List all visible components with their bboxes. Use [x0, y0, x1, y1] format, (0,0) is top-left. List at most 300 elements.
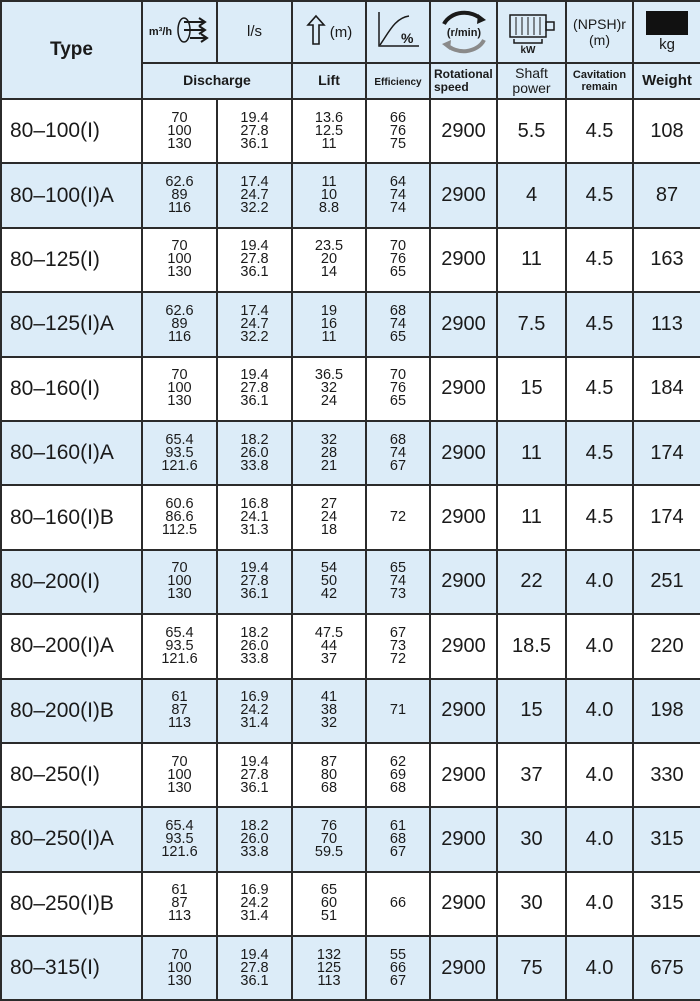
discharge-m3h-cell — [142, 743, 217, 807]
efficiency-cell-value: 73 — [389, 637, 407, 654]
discharge-m3h-cell-value: 93.5 — [165, 444, 194, 461]
type-cell: 80–250(I) — [1, 743, 142, 807]
lift-cell-value: 132 — [316, 946, 342, 963]
discharge-m3h-cell-value: 121.6 — [161, 457, 198, 474]
efficiency-cell-value: 67 — [389, 972, 407, 989]
speed-cell: 2900 — [430, 228, 497, 292]
power-cell: 18.5 — [497, 614, 566, 678]
power-unit-header — [497, 1, 566, 63]
discharge-ls-cell-value: 24.7 — [240, 187, 269, 204]
lift-cell-value: 65 — [320, 882, 338, 899]
lift-cell-value: 76 — [320, 817, 338, 834]
power-cell: 75 — [497, 936, 566, 1000]
lift-cell-value: 60 — [320, 895, 338, 912]
cavitation-label: Cavitation remain — [566, 63, 633, 99]
efficiency-cell-value: 72 — [389, 509, 407, 526]
weight-cell: 113 — [633, 292, 700, 356]
discharge-ls-cell — [217, 614, 292, 678]
discharge-m3h-cell-value: 70 — [171, 367, 188, 384]
speed-unit-header — [430, 1, 497, 63]
discharge-m3h-cell — [142, 421, 217, 485]
npsh-cell: 4.0 — [566, 807, 633, 871]
npsh-cell: 4.0 — [566, 872, 633, 936]
weight-cell: 87 — [633, 163, 700, 227]
discharge-m3h-cell-value: 89 — [171, 315, 188, 332]
discharge-ls-cell-value: 27.8 — [240, 380, 269, 397]
npsh-cell: 4.5 — [566, 99, 633, 163]
weight-cell: 675 — [633, 936, 700, 1000]
weight-cell: 174 — [633, 421, 700, 485]
weight-unit-header: kg — [633, 1, 700, 63]
lift-cell-value: 113 — [317, 972, 341, 989]
lift-cell-value: 23.5 — [314, 238, 344, 255]
weight-cell: 315 — [633, 872, 700, 936]
power-cell: 15 — [497, 357, 566, 421]
efficiency-cell-value: 70 — [389, 238, 407, 255]
lift-cell — [292, 357, 366, 421]
motor-icon — [506, 9, 558, 55]
discharge-m3h-cell-value: 130 — [167, 393, 192, 410]
lift-cell-value: 11 — [321, 328, 337, 345]
efficiency-cell-value: 76 — [389, 122, 407, 139]
efficiency-cell — [366, 872, 430, 936]
discharge-ls-cell-value: 31.4 — [240, 908, 269, 925]
discharge-ls-cell-value: 17.4 — [240, 174, 269, 191]
discharge-m3h-cell — [142, 485, 217, 549]
lift-cell-value: 18 — [320, 522, 338, 539]
speed-cell: 2900 — [430, 679, 497, 743]
table-row — [1, 614, 700, 678]
speed-cell: 2900 — [430, 99, 497, 163]
npsh-cell: 4.5 — [566, 421, 633, 485]
lift-cell-value: 38 — [320, 702, 338, 719]
m3h-unit: m³/h — [148, 26, 173, 38]
discharge-m3h-cell-value: 70 — [171, 946, 188, 963]
lift-cell-value: 68 — [320, 779, 338, 796]
discharge-ls-cell-value: 36.1 — [240, 264, 269, 281]
discharge-m3h-cell-value: 130 — [167, 972, 192, 989]
discharge-m3h-cell-value: 130 — [167, 264, 192, 281]
discharge-m3h-cell-value: 130 — [167, 135, 192, 152]
discharge-ls-cell — [217, 807, 292, 871]
lift-cell-value: 32 — [320, 431, 338, 448]
discharge-ls-cell-value: 19.4 — [240, 238, 269, 255]
lift-cell-value: 36.5 — [314, 367, 344, 384]
efficiency-cell — [366, 357, 430, 421]
efficiency-cell-value: 73 — [389, 586, 407, 603]
discharge-ls-cell-value: 32.2 — [240, 200, 269, 217]
efficiency-cell — [366, 807, 430, 871]
npsh-cell: 4.0 — [566, 679, 633, 743]
power-cell: 30 — [497, 872, 566, 936]
lift-cell-value: 51 — [320, 908, 338, 925]
efficiency-cell-value: 61 — [389, 817, 407, 834]
lift-cell — [292, 679, 366, 743]
efficiency-cell-value: 55 — [389, 946, 407, 963]
type-cell: 80–125(I)A — [1, 292, 142, 356]
discharge-ls-cell-value: 31.4 — [240, 715, 269, 732]
lift-cell-value: 27 — [320, 496, 338, 513]
discharge-m3h-cell-value: 62.6 — [165, 302, 194, 319]
efficiency-cell — [366, 679, 430, 743]
lift-cell-value: 11 — [321, 135, 337, 152]
discharge-m3h-cell — [142, 614, 217, 678]
lift-cell — [292, 872, 366, 936]
discharge-m3h-cell — [142, 163, 217, 227]
discharge-m3h-cell-value: 89 — [171, 187, 188, 204]
efficiency-cell-value: 76 — [389, 251, 407, 268]
discharge-m3h-cell-value: 112.5 — [161, 522, 198, 539]
efficiency-cell-value: 62 — [389, 753, 407, 770]
discharge-ls-cell-value: 24.2 — [240, 702, 269, 719]
speed-label: Rotational speed — [430, 63, 497, 99]
discharge-m3h-cell-value: 86.6 — [165, 509, 194, 526]
discharge-m3h-cell-value: 121.6 — [161, 650, 198, 667]
lift-cell-value: 11 — [321, 174, 337, 191]
discharge-label: Discharge — [142, 63, 292, 99]
lift-cell — [292, 614, 366, 678]
speed-cell: 2900 — [430, 807, 497, 871]
power-cell: 37 — [497, 743, 566, 807]
weight-cell: 198 — [633, 679, 700, 743]
discharge-m3h-cell — [142, 99, 217, 163]
up-arrow-icon — [306, 14, 326, 51]
power-label: Shaft power — [497, 63, 566, 99]
speed-cell: 2900 — [430, 292, 497, 356]
discharge-m3h-cell-value: 100 — [167, 573, 192, 590]
discharge-m3h-cell-value: 70 — [171, 560, 188, 577]
efficiency-cell-value: 65 — [389, 393, 407, 410]
efficiency-cell-value: 66 — [389, 895, 407, 912]
efficiency-curve-icon — [375, 10, 421, 55]
discharge-ls-cell-value: 27.8 — [240, 766, 269, 783]
lift-cell-value: 37 — [320, 650, 338, 667]
discharge-ls-header: l/s — [217, 1, 292, 63]
discharge-ls-cell-value: 16.8 — [240, 496, 269, 513]
efficiency-cell-value: 66 — [389, 109, 407, 126]
table-row — [1, 743, 700, 807]
discharge-m3h-cell-value: 100 — [167, 251, 192, 268]
table-row — [1, 99, 700, 163]
discharge-ls-cell-value: 24.7 — [240, 315, 269, 332]
lift-cell-value: 50 — [320, 573, 338, 590]
discharge-m3h-cell-value: 113 — [167, 715, 192, 732]
discharge-m3h-cell-value: 65.4 — [165, 624, 194, 641]
discharge-m3h-cell — [142, 807, 217, 871]
efficiency-label: Efficiency — [366, 63, 430, 99]
lift-cell — [292, 163, 366, 227]
efficiency-cell — [366, 936, 430, 1000]
discharge-m3h-cell-value: 100 — [167, 122, 192, 139]
discharge-ls-cell-value: 31.3 — [240, 522, 269, 539]
power-cell: 5.5 — [497, 99, 566, 163]
efficiency-cell-value: 70 — [389, 367, 407, 384]
power-cell: 11 — [497, 485, 566, 549]
lift-cell-value: 80 — [320, 766, 338, 783]
discharge-ls-cell — [217, 357, 292, 421]
efficiency-cell-value: 76 — [389, 380, 407, 397]
discharge-ls-cell — [217, 679, 292, 743]
npsh-cell: 4.5 — [566, 163, 633, 227]
weight-cell: 220 — [633, 614, 700, 678]
discharge-m3h-cell-value: 116 — [167, 328, 192, 345]
discharge-m3h-cell — [142, 357, 217, 421]
svg-text:%: % — [401, 29, 414, 46]
discharge-ls-cell-value: 18.2 — [240, 431, 269, 448]
weight-cell: 251 — [633, 550, 700, 614]
discharge-m3h-header — [142, 1, 217, 63]
table-row — [1, 807, 700, 871]
efficiency-cell-value: 72 — [389, 650, 407, 667]
discharge-ls-cell-value: 36.1 — [240, 779, 269, 796]
lift-cell-value: 24 — [320, 509, 338, 526]
type-cell: 80–250(I)A — [1, 807, 142, 871]
discharge-ls-cell — [217, 292, 292, 356]
speed-cell: 2900 — [430, 550, 497, 614]
discharge-m3h-cell-value: 100 — [167, 380, 192, 397]
weight-label: Weight — [633, 63, 700, 99]
discharge-ls-cell-value: 18.2 — [240, 817, 269, 834]
table-row — [1, 679, 700, 743]
speed-cell: 2900 — [430, 743, 497, 807]
lift-cell-value: 47.5 — [314, 624, 344, 641]
table-row — [1, 485, 700, 549]
discharge-ls-cell-value: 26.0 — [240, 637, 269, 654]
efficiency-cell-value: 74 — [389, 187, 407, 204]
discharge-ls-cell-value: 27.8 — [240, 251, 269, 268]
npsh-cell: 4.5 — [566, 228, 633, 292]
discharge-ls-cell-value: 36.1 — [240, 393, 269, 410]
type-cell: 80–100(I)A — [1, 163, 142, 227]
discharge-m3h-cell-value: 100 — [167, 766, 192, 783]
discharge-m3h-cell — [142, 679, 217, 743]
discharge-ls-cell-value: 19.4 — [240, 367, 269, 384]
efficiency-cell-value: 65 — [389, 560, 407, 577]
discharge-ls-cell-value: 27.8 — [240, 959, 269, 976]
discharge-m3h-cell-value: 130 — [167, 779, 192, 796]
type-cell: 80–315(I) — [1, 936, 142, 1000]
lift-cell-value: 54 — [320, 560, 338, 577]
lift-cell-value: 42 — [320, 586, 338, 603]
npsh-unit-header: (NPSH)r (m) — [566, 1, 633, 63]
svg-text:(r/min): (r/min) — [446, 27, 481, 39]
efficiency-cell-value: 68 — [389, 830, 407, 847]
discharge-m3h-cell-value: 61 — [171, 882, 188, 899]
type-header: Type — [1, 1, 142, 99]
speed-cell: 2900 — [430, 872, 497, 936]
weight-cell: 163 — [633, 228, 700, 292]
discharge-ls-cell — [217, 163, 292, 227]
rotation-icon — [434, 10, 494, 54]
efficiency-cell-value: 68 — [389, 779, 407, 796]
efficiency-cell-value: 68 — [389, 431, 407, 448]
lift-cell-value: 12.5 — [314, 122, 344, 139]
discharge-m3h-cell-value: 70 — [171, 753, 188, 770]
lift-cell-value: 59.5 — [314, 843, 344, 860]
efficiency-cell-value: 74 — [389, 200, 407, 217]
discharge-ls-cell-value: 24.1 — [240, 509, 269, 526]
discharge-m3h-cell-value: 113 — [167, 908, 192, 925]
discharge-ls-cell-value: 19.4 — [240, 560, 269, 577]
discharge-m3h-cell-value: 65.4 — [165, 431, 194, 448]
lift-cell-value: 19 — [320, 302, 338, 319]
discharge-ls-cell — [217, 872, 292, 936]
table-row — [1, 228, 700, 292]
weight-cell: 330 — [633, 743, 700, 807]
lift-cell-value: 14 — [320, 264, 338, 281]
discharge-ls-cell — [217, 485, 292, 549]
lift-cell-value: 20 — [320, 251, 338, 268]
lift-cell — [292, 228, 366, 292]
efficiency-cell — [366, 485, 430, 549]
lift-cell — [292, 936, 366, 1000]
lift-cell — [292, 550, 366, 614]
speed-cell: 2900 — [430, 357, 497, 421]
weight-cell: 174 — [633, 485, 700, 549]
discharge-m3h-cell-value: 61 — [171, 689, 188, 706]
table-row — [1, 550, 700, 614]
efficiency-cell — [366, 743, 430, 807]
efficiency-cell-value: 75 — [389, 135, 407, 152]
efficiency-cell-value: 67 — [389, 843, 407, 860]
table-row — [1, 357, 700, 421]
npsh-cell: 4.0 — [566, 743, 633, 807]
type-cell: 80–160(I)B — [1, 485, 142, 549]
type-cell: 80–160(I)A — [1, 421, 142, 485]
lift-cell-value: 16 — [320, 315, 338, 332]
npsh-cell: 4.5 — [566, 485, 633, 549]
weight-cell: 184 — [633, 357, 700, 421]
lift-cell — [292, 743, 366, 807]
lift-cell-value: 41 — [320, 689, 338, 706]
discharge-ls-cell-value: 17.4 — [240, 302, 269, 319]
lift-cell-value: 13.6 — [314, 109, 344, 126]
discharge-m3h-cell-value: 116 — [167, 200, 192, 217]
speed-cell: 2900 — [430, 936, 497, 1000]
discharge-ls-cell-value: 36.1 — [240, 586, 269, 603]
discharge-m3h-cell — [142, 936, 217, 1000]
discharge-m3h-cell-value: 93.5 — [165, 830, 194, 847]
power-cell: 11 — [497, 421, 566, 485]
lift-label: Lift — [292, 63, 366, 99]
discharge-m3h-cell — [142, 872, 217, 936]
svg-text:kW: kW — [520, 45, 535, 55]
efficiency-cell — [366, 292, 430, 356]
discharge-ls-cell-value: 19.4 — [240, 946, 269, 963]
discharge-ls-cell-value: 26.0 — [240, 444, 269, 461]
efficiency-cell-value: 65 — [389, 328, 407, 345]
efficiency-cell-value: 67 — [389, 624, 407, 641]
discharge-ls-cell-value: 19.4 — [240, 109, 269, 126]
discharge-ls-cell — [217, 936, 292, 1000]
discharge-m3h-cell-value: 130 — [167, 586, 192, 603]
efficiency-cell — [366, 550, 430, 614]
table-row — [1, 936, 700, 1000]
discharge-m3h-cell-value: 70 — [171, 238, 188, 255]
discharge-ls-cell-value: 36.1 — [240, 135, 269, 152]
speed-cell: 2900 — [430, 614, 497, 678]
efficiency-cell-value: 74 — [389, 444, 407, 461]
lift-cell-value: 10 — [320, 187, 338, 204]
weight-cell: 315 — [633, 807, 700, 871]
npsh-cell: 4.0 — [566, 936, 633, 1000]
discharge-m3h-cell-value: 62.6 — [165, 174, 194, 191]
type-cell: 80–200(I) — [1, 550, 142, 614]
discharge-ls-cell-value: 33.8 — [240, 457, 269, 474]
discharge-ls-cell — [217, 99, 292, 163]
lift-cell-value: 21 — [320, 457, 338, 474]
efficiency-cell — [366, 163, 430, 227]
efficiency-cell — [366, 614, 430, 678]
discharge-ls-cell-value: 27.8 — [240, 573, 269, 590]
discharge-ls-cell-value: 36.1 — [240, 972, 269, 989]
lift-cell-value: 28 — [320, 444, 338, 461]
power-cell: 30 — [497, 807, 566, 871]
npsh-cell: 4.0 — [566, 550, 633, 614]
speed-cell: 2900 — [430, 485, 497, 549]
efficiency-cell — [366, 99, 430, 163]
speed-cell: 2900 — [430, 163, 497, 227]
discharge-ls-cell — [217, 421, 292, 485]
speed-cell: 2900 — [430, 421, 497, 485]
lift-cell-value: 24 — [320, 393, 338, 410]
type-cell: 80–100(I) — [1, 99, 142, 163]
npsh-cell: 4.0 — [566, 614, 633, 678]
lift-cell-value: 87 — [320, 753, 338, 770]
discharge-m3h-cell — [142, 228, 217, 292]
power-cell: 15 — [497, 679, 566, 743]
discharge-m3h-cell-value: 100 — [167, 959, 192, 976]
efficiency-cell-value: 65 — [389, 264, 407, 281]
discharge-ls-cell — [217, 550, 292, 614]
discharge-ls-cell-value: 16.9 — [240, 882, 269, 899]
lift-unit-header: (m) — [292, 1, 366, 63]
lift-cell-value: 44 — [320, 637, 338, 654]
lift-cell-value: 70 — [320, 830, 338, 847]
lift-cell-value: 32 — [320, 380, 338, 397]
discharge-m3h-cell — [142, 292, 217, 356]
efficiency-cell-value: 66 — [389, 959, 407, 976]
efficiency-cell-value: 68 — [389, 302, 407, 319]
efficiency-cell-value: 74 — [389, 573, 407, 590]
lift-cell — [292, 421, 366, 485]
power-cell: 4 — [497, 163, 566, 227]
discharge-ls-cell-value: 26.0 — [240, 830, 269, 847]
discharge-ls-cell — [217, 228, 292, 292]
npsh-cell: 4.5 — [566, 357, 633, 421]
table-row — [1, 421, 700, 485]
type-cell: 80–125(I) — [1, 228, 142, 292]
table-row — [1, 163, 700, 227]
power-cell: 11 — [497, 228, 566, 292]
discharge-m3h-cell-value: 60.6 — [165, 496, 194, 513]
efficiency-cell-value: 64 — [389, 174, 407, 191]
lift-cell-value: 125 — [316, 959, 342, 976]
weight-cell: 108 — [633, 99, 700, 163]
discharge-m3h-cell-value: 70 — [171, 109, 188, 126]
efficiency-cell — [366, 421, 430, 485]
flow-icon — [176, 15, 210, 50]
discharge-m3h-cell-value: 65.4 — [165, 817, 194, 834]
discharge-m3h-cell-value: 87 — [171, 895, 188, 912]
weight-icon — [646, 11, 688, 35]
power-cell: 22 — [497, 550, 566, 614]
discharge-m3h-cell-value: 87 — [171, 702, 188, 719]
discharge-m3h-cell — [142, 550, 217, 614]
lift-cell-value: 8.8 — [318, 200, 340, 217]
type-cell: 80–200(I)B — [1, 679, 142, 743]
lift-cell — [292, 292, 366, 356]
